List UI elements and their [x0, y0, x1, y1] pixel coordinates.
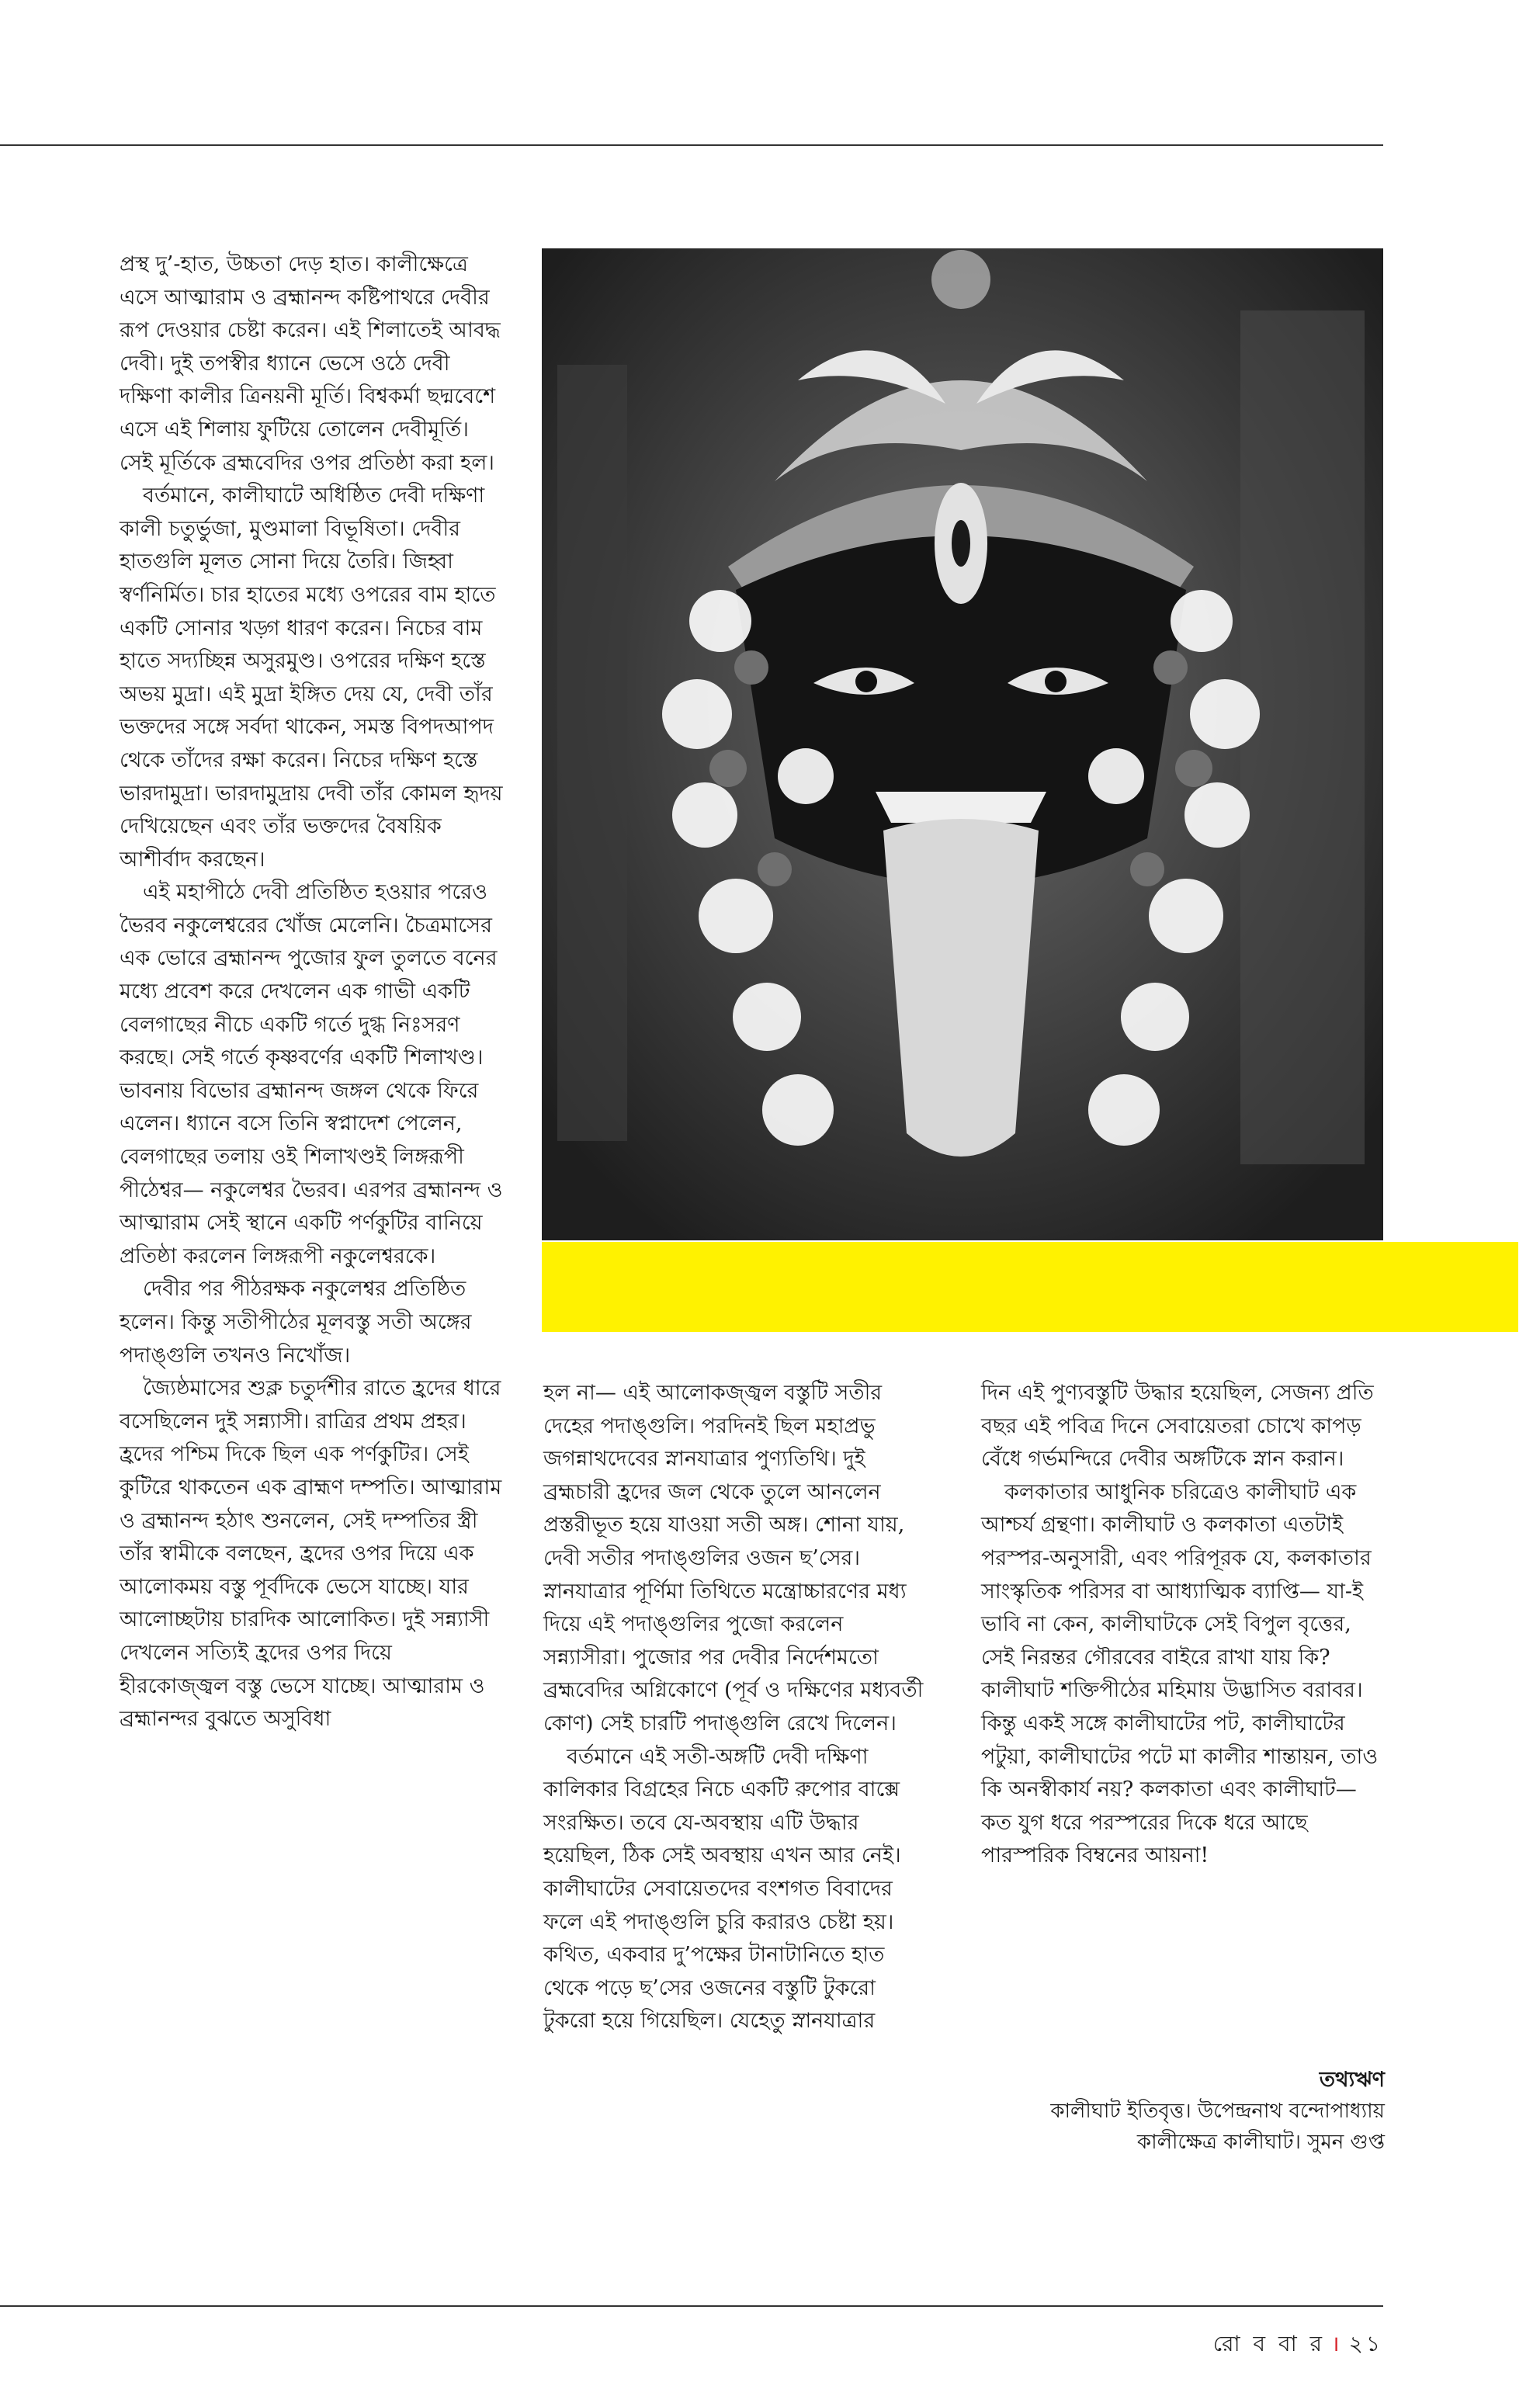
paragraph: হল না— এই আলোকজ্জ্বল বস্তুটি সতীর দেহের পদাঙ্গুলি। পরদিনই ছিল মহাপ্রভু জগন্নাথদেবের স্নানযাত্রার পুণ্যতিথি। দুই ব্রহ্মচারী হ্রদের জল থেকে তুলে আনলেন প্রস্তরীভূত হয়ে যাওয়া সতী অঙ্গ। শোনা যায়, দেবী সতীর পদাঙ্গুলির ওজন ছ’সের। স্নানযাত্রার পূর্ণিমা তিথিতে মন্ত্রোচ্চারণের মধ্য দিয়ে এই পদাঙ্গুলির পুজো করলেন সন্ন্যাসীরা। পুজোর পর দেবীর নির্দেশমতো ব্রহ্মবেদির অগ্নিকোণে (পূর্ব ও দক্ষিণের মধ্যবর্তী কোণ) সেই চারটি পদাঙ্গুলি রেখে দিলেন। — [543, 1381, 924, 1736]
page-number: ২১ — [1348, 2331, 1383, 2357]
paragraph: জ্যৈষ্ঠমাসের শুক্ল চতুর্দশীর রাতে হ্রদের ধারে বসেছিলেন দুই সন্ন্যাসী। রাত্রির প্রথম প্রহর। হ্রদের পশ্চিম দিকে ছিল এক পর্ণকুটির। সেই কুটিরে থাকতেন এক ব্রাহ্মণ দম্পতি। আত্মারাম ও ব্রহ্মানন্দ হঠাৎ শুনলেন, সেই দম্পতির স্ত্রী তাঁর স্বামীকে বলছেন, হ্রদের ওপর দিয়ে এক আলোকময় বস্তু পূর্বদিকে ভেসে যাচ্ছে। যার আলোচ্ছটায় চারদিক আলোকিত। দুই সন্ন্যাসী দেখলেন সত্যিই হ্রদের ওপর দিয়ে হীরকোজ্জ্বল বস্তু ভেসে যাচ্ছে। আত্মারাম ও ব্রহ্মানন্দর বুঝতে অসুবিধা — [120, 1376, 502, 1732]
footer-separator: । — [1331, 2331, 1343, 2357]
source-line: কালীক্ষেত্র কালীঘাট। সুমন গুপ্ত — [1136, 2131, 1385, 2154]
deity-photograph — [542, 248, 1383, 1240]
sources-block — [981, 2065, 1385, 2158]
paragraph: বর্তমানে, কালীঘাটে অধিষ্ঠিত দেবী দক্ষিণা কালী চতুর্ভুজা, মুণ্ডমালা বিভূষিতা। দেবীর হাতগুলি মূলত সোনা দিয়ে তৈরি। জিহ্বা স্বর্ণনির্মিত। চার হাতের মধ্যে ওপরের বাম হাতে একটি সোনার খড়্গ ধারণ করেন। নিচের বাম হাতে সদ্যচ্ছিন্ন অসুরমুণ্ড। ওপরের দক্ষিণ হস্তে অভয় মুদ্রা। এই মুদ্রা ইঙ্গিত দেয় যে, দেবী তাঁর ভক্তদের সঙ্গে সর্বদা থাকেন, সমস্ত বিপদআপদ থেকে তাঁদের রক্ষা করেন। নিচের দক্ষিণ হস্তে ভারদামুদ্রা। ভারদামুদ্রায় দেবী তাঁর কোমল হৃদয় দেখিয়েছেন এবং তাঁর ভক্তদের বৈষয়িক আশীর্বাদ করছেন। — [120, 484, 503, 872]
article-column-3 — [981, 1377, 1385, 1873]
sources-title: তথ্যঋণ — [1319, 2068, 1385, 2092]
article-column-1 — [120, 248, 508, 1736]
article-column-2 — [543, 1377, 931, 2038]
paragraph: দেবীর পর পীঠরক্ষক নকুলেশ্বর প্রতিষ্ঠিত হলেন। কিন্তু সতীপীঠের মূলবস্তু সতী অঙ্গের পদাঙ্গুলি তখনও নিখোঁজ। — [120, 1277, 472, 1368]
source-line: কালীঘাট ইতিবৃত্ত। উপেন্দ্রনাথ বন্দোপাধ্যায় — [1050, 2100, 1385, 2123]
paragraph: কলকাতার আধুনিক চরিত্রেও কালীঘাট এক আশ্চর্য গ্রন্থণা। কালীঘাট ও কলকাতা এতটাই পরস্পর-অনুসারী, এবং পরিপূরক যে, কলকাতার সাংস্কৃতিক পরিসর বা আধ্যাত্মিক ব্যাপ্তি— যা-ই ভাবি না কেন, কালীঘাটকে সেই বিপুল বৃত্তের, সেই নিরন্তর গৌরবের বাইরে রাখা যায় কি? কালীঘাট শক্তিপীঠের মহিমায় উদ্ভাসিত বরাবর। কিন্তু একই সঙ্গে কালীঘাটের পট, কালীঘাটের পটুয়া, কালীঘাটের পটে মা কালীর শান্তায়ন, তাও কি অনস্বীকার্য নয়? কলকাতা এবং কালীঘাট— কত যুগ ধরে পরস্পরের দিকে ধরে আছে পারস্পরিক বিম্বনের আয়না! — [981, 1479, 1379, 1868]
caption-band — [542, 1242, 1518, 1332]
bottom-rule — [0, 2305, 1383, 2307]
paragraph: বর্তমানে এই সতী-অঙ্গটি দেবী দক্ষিণা কালিকার বিগ্রহের নিচে একটি রুপোর বাক্সে সংরক্ষিত। তবে যে-অবস্থায় এটি উদ্ধার হয়েছিল, ঠিক সেই অবস্থায় এখন আর নেই। কালীঘাটের সেবায়েতদের বংশগত বিবাদের ফলে এই পদাঙ্গুলি চুরি করারও চেষ্টা হয়। কথিত, একবার দু’পক্ষের টানাটানিতে হাত থেকে পড়ে ছ’সের ওজনের বস্তুটি টুকরো টুকরো হয়ে গিয়েছিল। যেহেতু স্নানযাত্রার — [543, 1744, 901, 2034]
top-rule — [0, 144, 1383, 146]
magazine-name: রো ব বা র — [1212, 2331, 1325, 2357]
paragraph: দিন এই পুণ্যবস্তুটি উদ্ধার হয়েছিল, সেজন্য প্রতি বছর এই পবিত্র দিনে সেবায়েতরা চোখে কাপড় বেঁধে গর্ভমন্দিরে দেবীর অঙ্গটিকে স্নান করান। — [981, 1381, 1374, 1472]
paragraph: প্রস্থ দু’-হাত, উচ্চতা দেড় হাত। কালীক্ষেত্রে এসে আত্মারাম ও ব্রহ্মানন্দ কষ্টিপাথরে দেবীর রূপ দেওয়ার চেষ্টা করেন। এই শিলাতেই আবদ্ধ দেবী। দুই তপস্বীর ধ্যানে ভেসে ওঠে দেবী দক্ষিণা কালীর ত্রিনয়নী মূর্তি। বিশ্বকর্মা ছদ্মবেশে এসে এই শিলায় ফুটিয়ে তোলেন দেবীমূর্তি। সেই মূর্তিকে ব্রহ্মবেদির ওপর প্রতিষ্ঠা করা হল। — [120, 252, 501, 475]
paragraph: এই মহাপীঠে দেবী প্রতিষ্ঠিত হওয়ার পরেও ভৈরব নকুলেশ্বরের খোঁজ মেলেনি। চৈত্রমাসের এক ভোরে ব্রহ্মানন্দ পুজোর ফুল তুলতে বনের মধ্যে প্রবেশ করে দেখলেন এক গাভী একটি বেলগাছের নীচে একটি গর্তে দুগ্ধ নিঃসরণ করছে। সেই গর্তে কৃষ্ণবর্ণের একটি শিলাখণ্ড। ভাবনায় বিভোর ব্রহ্মানন্দ জঙ্গল থেকে ফিরে এলেন। ধ্যানে বসে তিনি স্বপ্নাদেশ পেলেন, বেলগাছের তলায় ওই শিলাখণ্ডই লিঙ্গরূপী পীঠেশ্বর— নকুলেশ্বর ভৈরব। এরপর ব্রহ্মানন্দ ও আত্মারাম সেই স্থানে একটি পর্ণকুটির বানিয়ে প্রতিষ্ঠা করলেন লিঙ্গরূপী নকুলেশ্বরকে। — [120, 880, 503, 1268]
page-footer — [1213, 2327, 1383, 2364]
